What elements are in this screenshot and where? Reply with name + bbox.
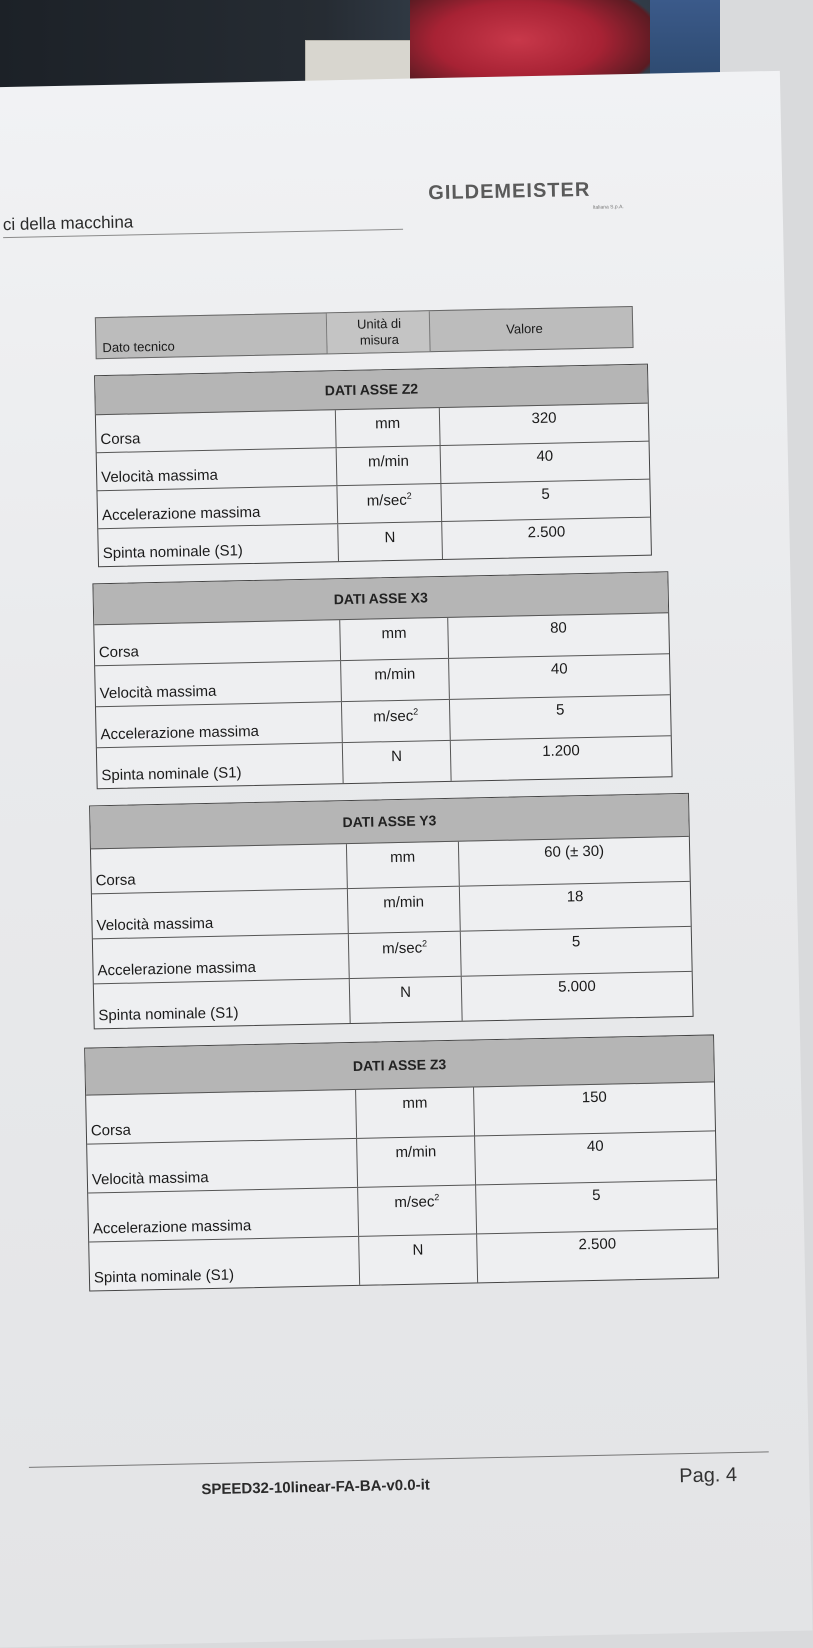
- row-label: Accelerazione massima: [96, 702, 343, 747]
- row-label: Accelerazione massima: [93, 934, 350, 983]
- brand-subtitle: Italiana S.p.A.: [592, 204, 624, 211]
- unit-exponent: 2: [434, 1192, 440, 1203]
- unit-text: m/min: [374, 665, 416, 684]
- row-label: Accelerazione massima: [88, 1188, 359, 1242]
- row-unit: [338, 522, 443, 561]
- row-value: 5: [555, 701, 565, 719]
- row-label: Corsa: [94, 620, 341, 665]
- brand-logo: GILDEMEISTER: [428, 178, 591, 205]
- row-value: 5: [541, 485, 550, 503]
- unit-text: mm: [402, 1094, 428, 1112]
- unit-text: N: [412, 1241, 424, 1259]
- axis-table: [89, 793, 694, 1030]
- row-value: 2.500: [578, 1235, 617, 1254]
- header-cell-valore: [430, 307, 633, 351]
- row-value: 40: [550, 660, 568, 678]
- document-page: [0, 71, 812, 1648]
- row-label: Accelerazione massima: [97, 486, 338, 528]
- row-value: 60 (± 30): [543, 842, 605, 861]
- header-cell-unita: [327, 311, 431, 353]
- document-code: SPEED32-10linear-FA-BA-v0.0-it: [201, 1476, 430, 1499]
- row-unit: [349, 932, 462, 978]
- unit-text: m/sec: [373, 707, 414, 726]
- axis-table: [92, 571, 672, 789]
- unit-text: m/min: [367, 452, 410, 471]
- unit-text: m/min: [383, 893, 425, 912]
- axis-table-title: DATI ASSE Z3: [85, 1035, 714, 1095]
- row-unit: [336, 408, 441, 447]
- unit-text: N: [390, 747, 403, 766]
- row-unit: [337, 446, 442, 485]
- row-label: Corsa: [96, 410, 337, 452]
- unit-text: mm: [390, 848, 416, 867]
- unit-text: mm: [374, 414, 401, 433]
- row-unit: [359, 1234, 478, 1284]
- header-label-valore: Valore: [506, 320, 543, 337]
- row-label: Spinta nominale (S1): [89, 1237, 360, 1291]
- row-value: 5: [591, 1186, 601, 1205]
- header-label-dato: Dato tecnico: [102, 338, 175, 356]
- row-value: 320: [531, 409, 557, 428]
- row-value: 18: [566, 888, 584, 906]
- row-unit: [341, 659, 450, 701]
- row-value: 2.500: [527, 523, 566, 542]
- row-value: 80: [549, 619, 567, 637]
- row-label: Corsa: [91, 844, 348, 893]
- row-label: Spinta nominale (S1): [98, 524, 339, 566]
- row-label: Velocità massima: [87, 1139, 358, 1193]
- row-label: Corsa: [86, 1090, 357, 1144]
- unit-text: m/sec: [366, 491, 407, 510]
- unit-text: m/min: [395, 1143, 437, 1162]
- row-label: Spinta nominale (S1): [94, 979, 351, 1028]
- unit-text: N: [384, 528, 396, 547]
- unit-exponent: 2: [421, 938, 428, 949]
- unit-text: m/sec: [394, 1193, 435, 1212]
- row-label: Velocità massima: [95, 661, 342, 706]
- row-label: Velocità massima: [97, 448, 338, 490]
- header-cell-dato: [96, 313, 328, 358]
- header-label-unita: Unità di misura: [356, 315, 402, 348]
- axis-table-title: DATI ASSE Z2: [95, 365, 648, 416]
- row-unit: [337, 484, 442, 523]
- row-value: 150: [581, 1088, 607, 1107]
- row-value: 1.200: [542, 742, 580, 760]
- row-unit: [357, 1136, 476, 1186]
- unit-text: mm: [381, 624, 407, 643]
- row-unit: [347, 842, 460, 888]
- unit-text: N: [399, 983, 412, 1001]
- row-unit: [343, 741, 452, 783]
- page-number: Pag. 4: [679, 1464, 738, 1488]
- row-unit: [350, 977, 463, 1023]
- axis-table: [84, 1034, 719, 1291]
- row-unit: [340, 618, 449, 660]
- row-label: Velocità massima: [92, 889, 349, 938]
- row-unit: [342, 700, 451, 742]
- row-unit: [348, 887, 461, 933]
- unit-text: m/sec: [381, 939, 423, 958]
- column-header-table: [95, 306, 634, 359]
- row-value: 5.000: [558, 977, 596, 996]
- row-unit: [356, 1087, 475, 1137]
- axis-table-title: DATI ASSE Y3: [90, 794, 689, 850]
- row-value: 40: [536, 447, 554, 466]
- axis-table: [94, 364, 652, 568]
- axis-table-title: DATI ASSE X3: [93, 572, 668, 625]
- row-value: 5: [571, 933, 581, 951]
- row-unit: [358, 1185, 477, 1235]
- row-value: 40: [586, 1137, 604, 1156]
- footer-divider: [29, 1451, 769, 1467]
- unit-exponent: 2: [413, 706, 419, 717]
- unit-exponent: 2: [406, 490, 412, 501]
- section-title: ci della macchina: [2, 212, 134, 235]
- row-label: Spinta nominale (S1): [97, 743, 344, 788]
